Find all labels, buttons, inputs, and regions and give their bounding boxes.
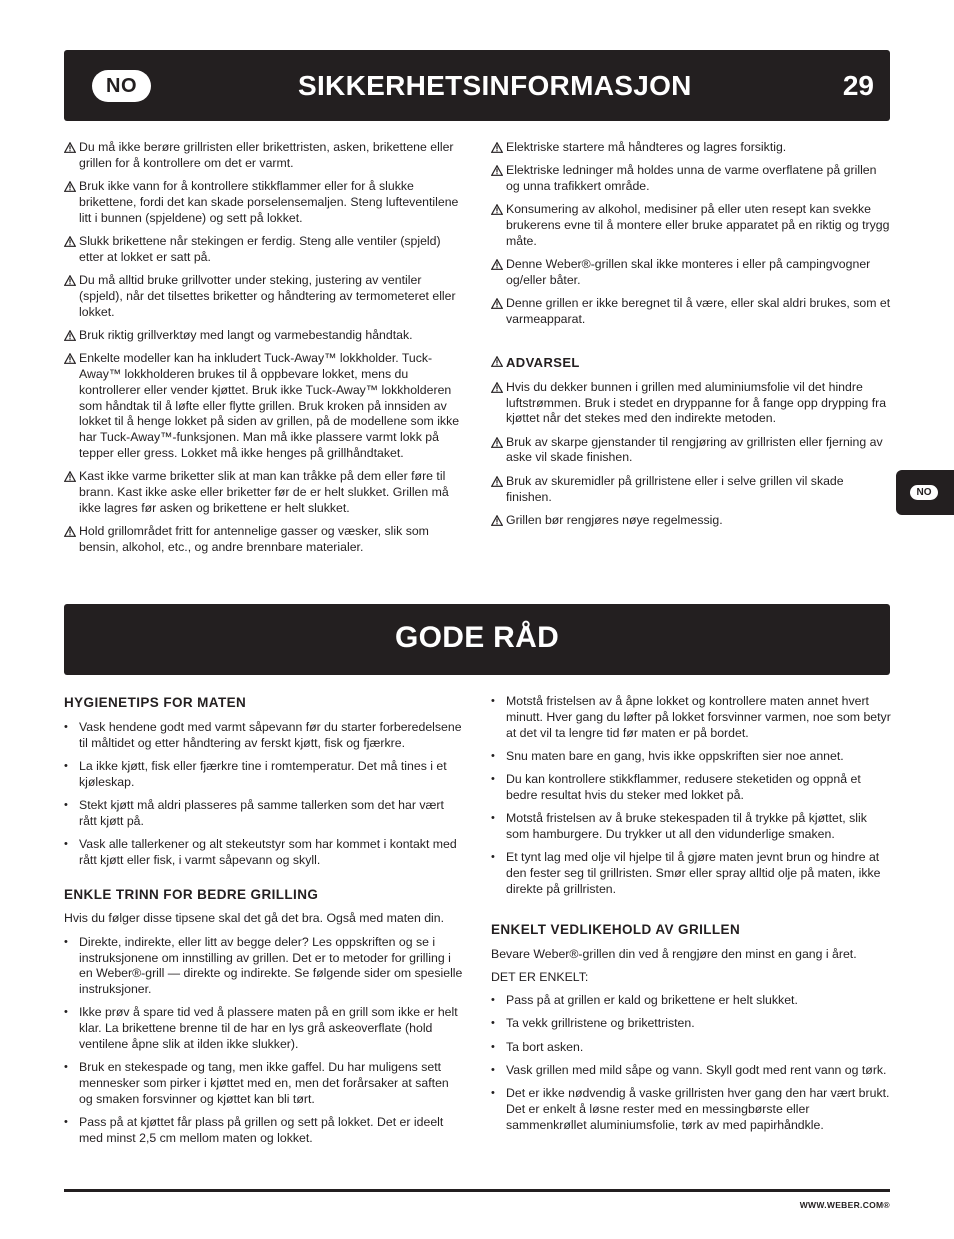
- list-item: [491, 850, 891, 897]
- tips-banner: [64, 604, 890, 675]
- item-text: Direkte, indirekte, eller litt av begge deler? Les oppskriften og se i instruksjonene om innstilling av grillen. Det er to metoder for grilling i en Weber®-grill — direkte og indirekte. Se følgende sider om spesielle instruksjoner.: [79, 934, 463, 997]
- warning-item: [64, 328, 464, 344]
- list-item: [491, 993, 891, 1009]
- bullet-icon: •: [491, 851, 495, 864]
- tips-left-column: [64, 695, 464, 1154]
- list-item: [491, 772, 891, 804]
- item-text: Hvis du dekker bunnen i grillen med aluminiumsfolie vil det hindre luftstrømmen. Bruk i stedet en dryppanne for å fange opp drypping fra kjøttet når det stekes med den indirekte metoden.: [506, 379, 887, 426]
- warning-item: [491, 513, 891, 529]
- item-text: Vask grillen med mild såpe og vann. Skyll godt med rent vann og tørk.: [506, 1063, 887, 1078]
- item-text: La ikke kjøtt, fisk eller fjærkre tine i romtemperatur. Det må tines i et kjøleskap.: [79, 758, 447, 789]
- bullet-icon: •: [64, 1006, 68, 1019]
- bullet-icon: •: [64, 720, 68, 733]
- item-text: Snu maten bare en gang, hvis ikke oppskriften sier noe annet.: [506, 748, 844, 763]
- list-item: [491, 1086, 891, 1133]
- bullet-icon: •: [491, 1087, 495, 1100]
- safety-banner: [64, 50, 890, 121]
- list-item: [491, 1016, 891, 1032]
- list-item: [491, 811, 891, 843]
- list-item: [64, 798, 464, 830]
- bullet-icon: •: [491, 994, 495, 1007]
- warning-triangle-icon: [491, 165, 503, 176]
- item-text: Hold grillområdet fritt for antennelige gasser og væsker, slik som bensin, alkohol, etc., og andre brennbare materialer.: [79, 524, 429, 555]
- side-tab-label: NO: [910, 485, 938, 500]
- safety-left-column: [64, 140, 464, 563]
- warning-item: [491, 474, 891, 506]
- bullet-icon: •: [64, 935, 68, 948]
- item-text: Bruk ikke vann for å kontrollere stikkflammer eller for å slukke brikettene, fordi det kan skade porselensemaljen. Steng lufteventilene litt i bunnen (spjeldene) og sett på lokket.: [79, 179, 459, 225]
- bullet-icon: •: [491, 1064, 495, 1077]
- warning-triangle-icon: [491, 356, 503, 367]
- item-text: Pass på at grillen er kald og brikettene er helt slukket.: [506, 993, 798, 1008]
- item-text: Slukk brikettene når stekingen er ferdig. Steng alle ventiler (spjeld) etter at lokket er satt på.: [79, 233, 441, 264]
- bullet-icon: •: [64, 1061, 68, 1074]
- bullet-icon: •: [491, 812, 495, 825]
- item-text: Elektriske startere må håndteres og lagres forsiktig.: [506, 140, 787, 154]
- hygiene-heading: HYGIENETIPS FOR MATEN: [64, 695, 247, 710]
- item-text: Vask hendene godt med varmt såpevann før du starter forberedelsene til måltidet og etter håndtering av ferskt kjøtt, fisk og fjærkre.: [79, 719, 462, 750]
- list-item: [64, 720, 464, 752]
- warning-triangle-icon: [64, 275, 76, 286]
- warning-item: [491, 140, 891, 156]
- warning-triangle-icon: [491, 259, 503, 270]
- warning-item: [64, 234, 464, 266]
- item-text: Bruk riktig grillverktøy med langt og varmebestandig håndtak.: [79, 327, 413, 342]
- item-text: Stekt kjøtt må aldri plasseres på samme tallerken som det har vært rått kjøtt på.: [79, 797, 444, 828]
- maintenance-heading: ENKELT VEDLIKEHOLD AV GRILLEN: [491, 921, 741, 937]
- steps-heading: ENKLE TRINN FOR BEDRE GRILLING: [64, 886, 319, 902]
- list-item: [64, 935, 464, 998]
- item-text: Bruk av skuremidler på grillristene eller i selve grillen vil skade finishen.: [506, 473, 844, 504]
- list-item: [491, 1040, 891, 1056]
- warning-item: [491, 202, 891, 249]
- item-text: Du må alltid bruke grillvotter under steking, justering av ventiler (spjeld), når det tilsettes briketter og håndtering av termometeret eller lokket.: [79, 273, 456, 319]
- item-text: Du kan kontrollere stikkflammer, redusere steketiden og oppnå et bedre resultat hvis du steker med lokket på.: [506, 772, 861, 802]
- page-title: SIKKERHETSINFORMASJON: [298, 70, 692, 101]
- language-side-tab: [896, 470, 954, 515]
- item-text: Motstå fristelsen av å bruke stekespaden til å trykke på kjøttet, slik som hamburgere. Du trykker ut all den vidunderlige smaken.: [506, 811, 867, 842]
- maintenance-intro: Bevare Weber®-grillen din ved å rengjøre den minst en gang i året.: [491, 946, 857, 961]
- item-text: Vask alle tallerkener og alt stekeutstyr som har kommet i kontakt med rått kjøtt eller fisk, i varmt såpevann og skyll.: [79, 837, 457, 867]
- warning-triangle-icon: [491, 515, 503, 526]
- item-text: Konsumering av alkohol, medisiner på eller uten resept kan svekke brukerens evne til å montere eller bruke apparatet på en riktig og trygg måte.: [506, 202, 890, 248]
- item-text: Kast ikke varme briketter slik at man kan tråkke på dem eller føre til brann. Kast ikke aske eller briketter før de er helt slukket. Grillen må ikke lagres før asken og brikettene er helt slukket.: [79, 469, 449, 515]
- list-item: [491, 1063, 891, 1079]
- warning-item: [64, 273, 464, 320]
- warning-triangle-icon: [64, 330, 76, 341]
- warning-item: [491, 380, 891, 427]
- list-item: [64, 759, 464, 791]
- item-text: Et tynt lag med olje vil hjelpe til å gjøre maten jevnt brun og hindre at den fester seg til grillristen. Smør eller spray alltid olje på maten, ikke direkte på grillristen.: [506, 850, 881, 896]
- warning-item: [491, 296, 891, 328]
- steps-intro: Hvis du følger disse tipsene skal det gå det bra. Også med maten din.: [64, 911, 445, 926]
- bullet-icon: •: [491, 1017, 495, 1030]
- warning-triangle-icon: [64, 142, 76, 153]
- item-text: Bruk en stekespade og tang, men ikke gaffel. Du har muligens sett mennesker som pirker i kjøttet med en, men det forårsaker at saften og smaken forsvinner og kjøttet kan bli tørt.: [79, 1060, 449, 1106]
- item-text: Denne grillen er ikke beregnet til å være, eller skal aldri brukes, som et varmeapparat.: [506, 296, 891, 327]
- item-text: Ta bort asken.: [506, 1039, 584, 1054]
- warning-triangle-icon: [491, 142, 503, 153]
- footer-url: WWW.WEBER.COM®: [799, 1200, 890, 1210]
- bullet-icon: •: [64, 759, 68, 772]
- language-badge: NO: [92, 70, 151, 102]
- bullet-icon: •: [64, 798, 68, 811]
- bullet-icon: •: [491, 695, 495, 707]
- maintenance-intro2: DET ER ENKELT:: [491, 969, 589, 984]
- list-item: [64, 1060, 464, 1107]
- bullet-icon: •: [64, 838, 68, 851]
- item-text: Ta vekk grillristene og brikettristen.: [506, 1016, 695, 1031]
- warning-triangle-icon: [64, 181, 76, 192]
- bullet-icon: •: [491, 1040, 495, 1053]
- list-item: [64, 1115, 464, 1147]
- safety-right-column: [491, 140, 891, 536]
- item-text: Denne Weber®-grillen skal ikke monteres i eller på campingvogner og/eller båter.: [506, 257, 871, 288]
- item-text: Pass på at kjøttet får plass på grillen og sett på lokket. Det er ideelt med minst 2,5 cm mellom maten og lokket.: [79, 1115, 444, 1146]
- warning-triangle-icon: [491, 382, 503, 393]
- footer-rule: [64, 1189, 890, 1192]
- warning-triangle-icon: [491, 476, 503, 487]
- warning-item: [64, 351, 464, 462]
- item-text: Bruk av skarpe gjenstander til rengjøring av grillristen eller fjerning av aske vil skade finishen.: [506, 434, 883, 465]
- bullet-icon: •: [491, 773, 495, 786]
- tips-right-column: [491, 694, 891, 1141]
- page-number: 29: [842, 70, 874, 101]
- advarsel-heading: ADVARSEL: [491, 355, 891, 371]
- warning-item: [64, 179, 464, 226]
- warning-triangle-icon: [491, 298, 503, 309]
- warning-item: [64, 524, 464, 556]
- warning-triangle-icon: [491, 437, 503, 448]
- item-text: Ikke prøv å spare tid ved å plassere maten på en grill som ikke er helt klar. La brikettene brenne til de har en lys grå askeoverflate (hold ventilene åpne slik at ilden ikke slukker).: [79, 1005, 458, 1052]
- warning-item: [64, 469, 464, 516]
- item-text: Grillen bør rengjøres nøye regelmessig.: [506, 512, 723, 527]
- warning-item: [491, 435, 891, 467]
- item-text: Du må ikke berøre grillristen eller brikettristen, asken, brikettene eller grillen for å kontrollere om det er varmt.: [79, 140, 454, 170]
- section-title: GODE RÅD: [394, 621, 560, 654]
- bullet-icon: •: [64, 1116, 68, 1129]
- list-item: [64, 837, 464, 869]
- list-item: [491, 694, 891, 741]
- warning-triangle-icon: [64, 526, 76, 537]
- warning-triangle-icon: [64, 471, 76, 482]
- item-text: Elektriske ledninger må holdes unna de varme overflatene på grillen og unna trafikkert område.: [506, 163, 877, 194]
- warning-triangle-icon: [491, 204, 503, 215]
- warning-item: [491, 257, 891, 289]
- item-text: Det er ikke nødvendig å vaske grillristen hver gang den har vært brukt. Det er enkelt å løsne rester med en messingbørste eller sammenkrøllet aluminiumsfolie, tørk av med papirhåndkle.: [506, 1086, 890, 1132]
- item-text: Motstå fristelsen av å åpne lokket og kontrollere maten annet hvert minutt. Hver gang du løfter på lokket forsvinner varmen, noe som betyr at det vil ta lengre tid før maten er på bordet.: [506, 694, 891, 740]
- warning-item: [64, 140, 464, 172]
- warning-triangle-icon: [64, 353, 76, 364]
- bullet-icon: •: [491, 749, 495, 762]
- list-item: [491, 749, 891, 765]
- warning-triangle-icon: [64, 236, 76, 247]
- list-item: [64, 1005, 464, 1052]
- item-text: Enkelte modeller kan ha inkludert Tuck-Away™ lokkholder. Tuck-Away™ lokkholderen brukes til å oppbevare lokket, mens du kontrollerer eller vender kjøttet. Bruk ikke Tuck-Away™ lokkholderen som håndtak til å løfte eller flytte grillen. Bruk kroken på innsiden av lokket til å henge lokket på siden av grillen, på de modellene som ikke har Tuck-Away™-funksjonen. Man må ikke plassere varmt lokk på tepper eller gress. Lokket må ikke henges på grillhåndtaket.: [79, 351, 460, 461]
- warning-item: [491, 163, 891, 195]
